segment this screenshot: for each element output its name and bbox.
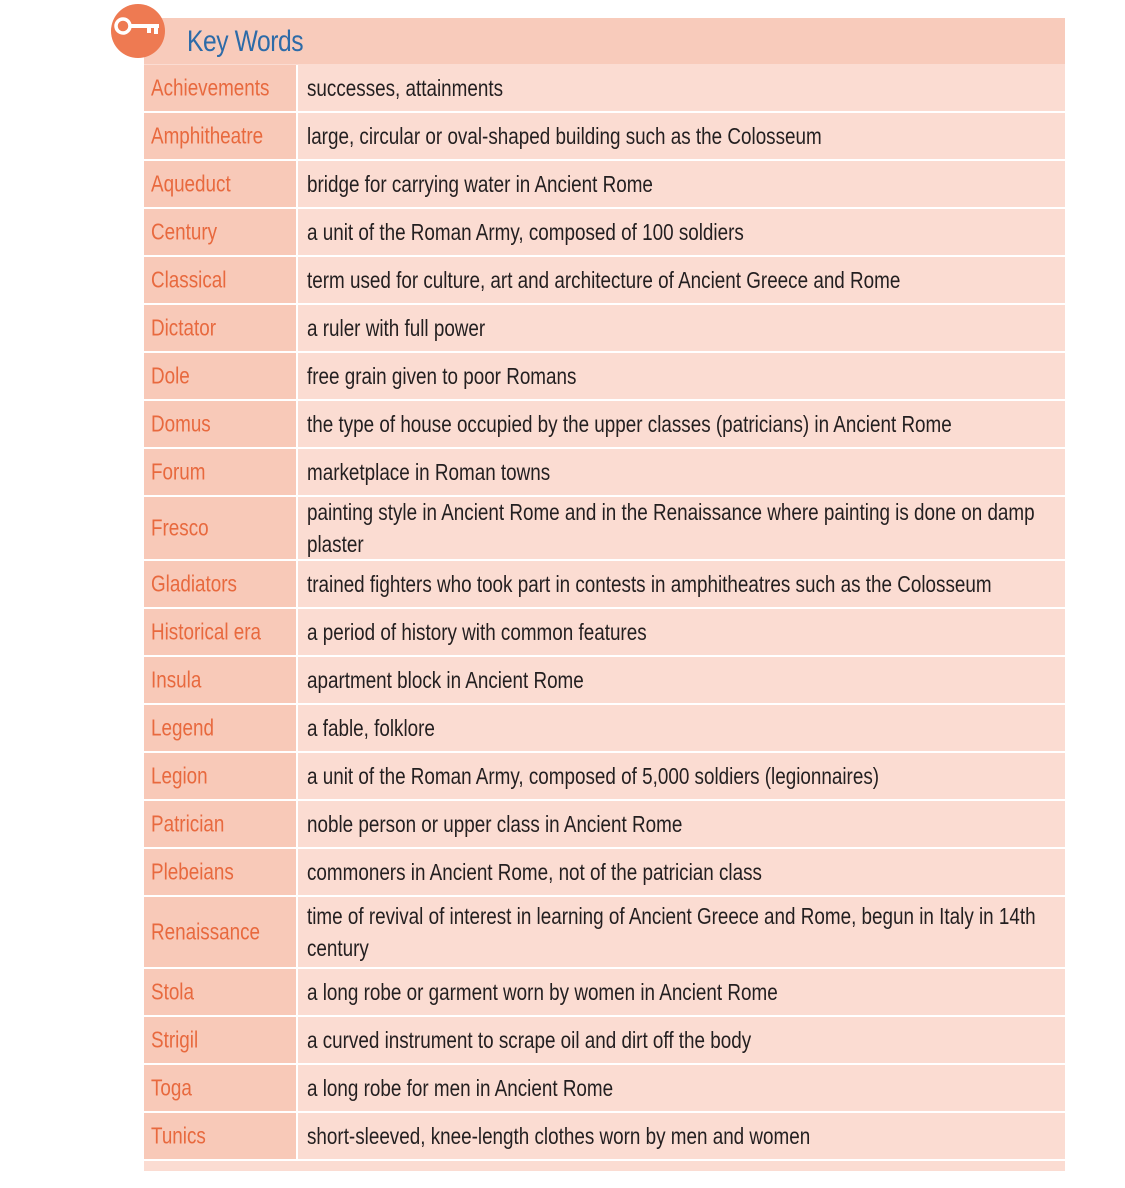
term-cell [144,113,298,159]
definition-text: a long robe for men in Ancient Rome [307,1075,614,1101]
page-title: Key Words [187,25,304,58]
term-cell [144,561,298,607]
term-cell [144,209,298,255]
term-cell [144,161,298,207]
table-row [144,753,1065,801]
term-cell [144,1113,298,1159]
term-text: Dole [151,362,190,389]
definition-cell [298,801,1065,847]
table-row [144,849,1065,897]
key-badge [111,4,165,58]
definition-text: successes, attainments [307,75,504,101]
definition-text: trained fighters who took part in contests in amphitheatres such as the Colosseum [307,571,992,597]
definition-cell [298,65,1065,111]
definition-cell [298,305,1065,351]
term-cell [144,401,298,447]
definition-cell [298,257,1065,303]
term-text: Century [151,218,218,245]
definition-text: term used for culture, art and architecture of Ancient Greece and Rome [307,267,901,293]
table-row [144,65,1065,113]
table-row [144,1017,1065,1065]
definition-cell [298,497,1065,559]
definition-text: noble person or upper class in Ancient Rome [307,811,683,837]
definition-text: a ruler with full power [307,315,486,341]
definition-text: the type of house occupied by the upper classes (patricians) in Ancient Rome [307,411,952,437]
term-cell [144,257,298,303]
definition-text: a unit of the Roman Army, composed of 100 soldiers [307,219,744,245]
term-cell [144,849,298,895]
definition-text: free grain given to poor Romans [307,363,577,389]
table-row [144,305,1065,353]
key-icon [111,4,165,58]
table-row [144,353,1065,401]
term-cell [144,753,298,799]
term-text: Domus [151,410,211,437]
term-text: Amphitheatre [151,122,264,149]
definition-text: time of revival of interest in learning of Ancient Greece and Rome, begun in Italy in 14th century [307,903,1036,961]
table-row [144,401,1065,449]
term-cell [144,449,298,495]
definition-cell [298,897,1065,967]
definition-cell [298,353,1065,399]
definition-cell [298,1113,1065,1159]
term-cell [144,1017,298,1063]
definition-cell [298,1017,1065,1063]
term-cell [144,969,298,1015]
term-cell [144,353,298,399]
definition-cell [298,753,1065,799]
table-row [144,897,1065,969]
table-row [144,209,1065,257]
table-row [144,257,1065,305]
definition-cell [298,609,1065,655]
table-row [144,161,1065,209]
term-cell [144,657,298,703]
term-text: Stola [151,978,194,1005]
definition-text: commoners in Ancient Rome, not of the patrician class [307,859,762,885]
definition-cell [298,969,1065,1015]
term-text: Aqueduct [151,170,231,197]
term-text: Historical era [151,618,262,645]
table-row [144,801,1065,849]
definition-cell [298,849,1065,895]
definition-text: a curved instrument to scrape oil and dirt off the body [307,1027,752,1053]
term-cell [144,65,298,111]
table-row [144,561,1065,609]
definition-cell [298,657,1065,703]
table-row [144,609,1065,657]
table-row [144,497,1065,561]
definition-cell [298,209,1065,255]
term-text: Fresco [151,514,209,541]
term-text: Legion [151,762,208,789]
term-text: Tunics [151,1122,206,1149]
table-row [144,705,1065,753]
table-row [144,657,1065,705]
term-cell [144,1065,298,1111]
table-row [144,1113,1065,1161]
table-row [144,449,1065,497]
term-cell [144,497,298,559]
term-cell [144,897,298,967]
definition-text: large, circular or oval-shaped building such as the Colosseum [307,123,822,149]
table-row [144,113,1065,161]
term-text: Renaissance [151,918,261,945]
term-text: Classical [151,266,227,293]
table-row [144,969,1065,1017]
key-words-header [144,18,1065,64]
term-text: Strigil [151,1026,199,1053]
glossary-table [144,65,1065,1161]
term-text: Plebeians [151,858,234,885]
term-text: Achievements [151,74,270,101]
definition-text: bridge for carrying water in Ancient Rome [307,171,653,197]
definition-cell [298,161,1065,207]
definition-cell [298,1065,1065,1111]
term-cell [144,305,298,351]
term-text: Insula [151,666,202,693]
definition-text: short-sleeved, knee-length clothes worn by men and women [307,1123,811,1149]
definition-text: apartment block in Ancient Rome [307,667,584,693]
definition-text: painting style in Ancient Rome and in the Renaissance where painting is done on damp plaster [307,499,1035,557]
definition-text: a fable, folklore [307,715,435,741]
definition-cell [298,401,1065,447]
definition-cell [298,561,1065,607]
definition-cell [298,113,1065,159]
table-row [144,1065,1065,1113]
definition-cell [298,449,1065,495]
term-text: Gladiators [151,570,237,597]
term-cell [144,609,298,655]
term-text: Patrician [151,810,225,837]
term-cell [144,705,298,751]
term-text: Forum [151,458,206,485]
definition-text: a period of history with common features [307,619,647,645]
term-text: Legend [151,714,214,741]
definition-text: marketplace in Roman towns [307,459,551,485]
term-cell [144,801,298,847]
definition-cell [298,705,1065,751]
definition-text: a unit of the Roman Army, composed of 5,000 soldiers (legionnaires) [307,763,880,789]
definition-text: a long robe or garment worn by women in Ancient Rome [307,979,778,1005]
term-text: Dictator [151,314,216,341]
key-words-panel [144,18,1065,1171]
term-text: Toga [151,1074,192,1101]
